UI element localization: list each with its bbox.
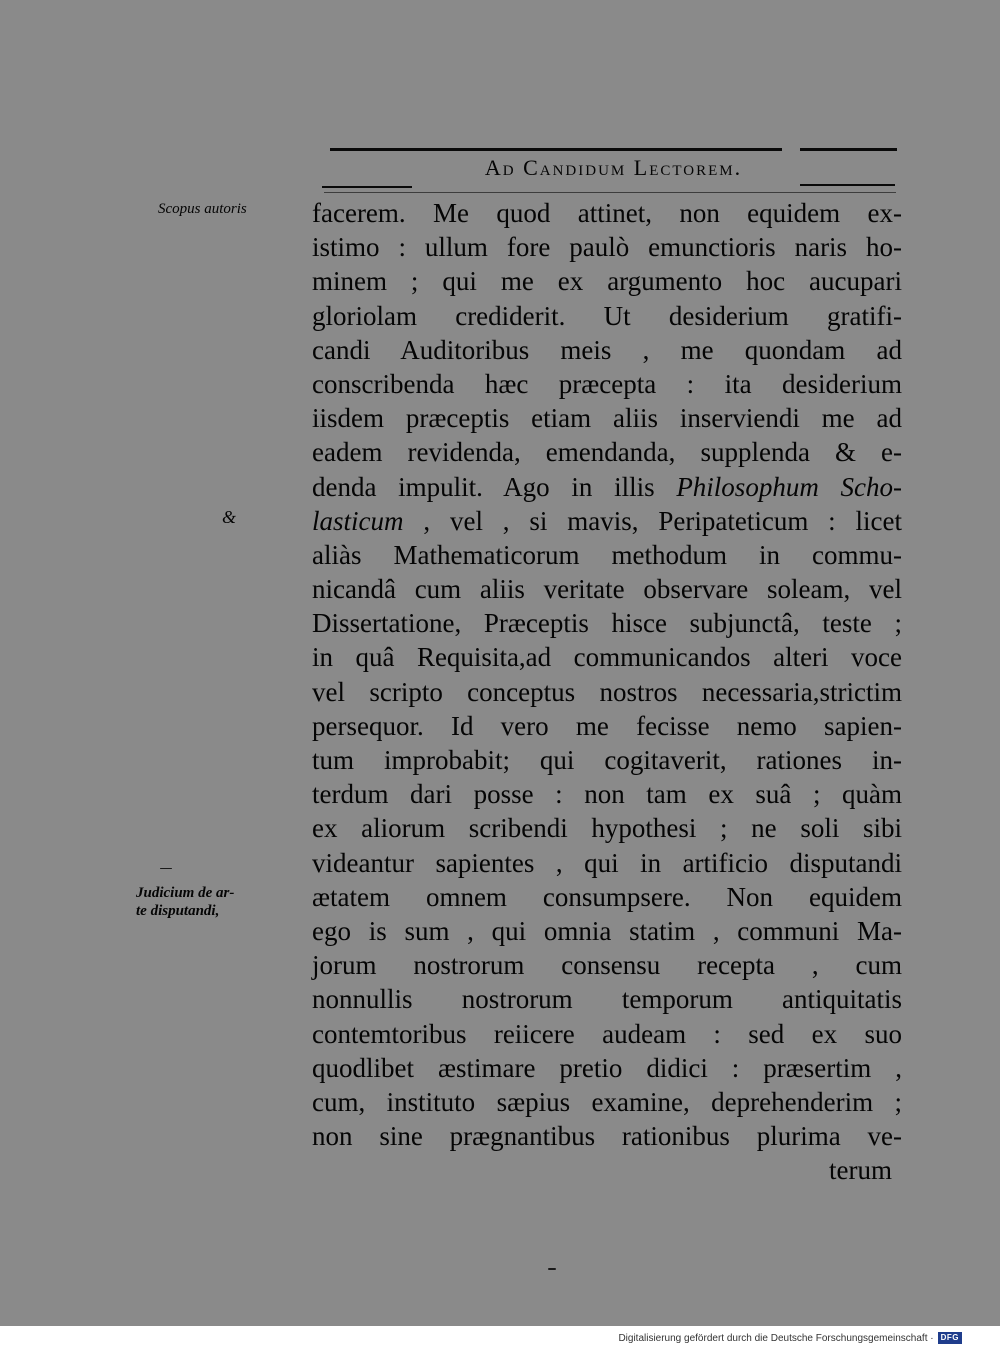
scan-speck: [160, 868, 172, 869]
header-underline-left: [322, 186, 412, 188]
body-text: [312, 196, 902, 1187]
text-line: facerem. Me quod attinet, non equidem ex-: [312, 198, 902, 228]
text-line: gloriolam crediderit. Ut desiderium gratifi-: [312, 300, 902, 331]
digitization-footer: [618, 1332, 962, 1344]
margin-note-judicium-line: Judicium de ar-: [136, 885, 235, 901]
text-line: Dissertatione, Præceptis hisce subjunctâ, teste ;: [312, 608, 902, 639]
italic-phrase: lasticum: [312, 505, 404, 536]
text-line: eadem revidenda, emendanda, supplenda & e-: [312, 437, 902, 468]
text-line: jorum nostrorum consensu recepta , cum: [312, 950, 902, 981]
margin-note-judicium: [136, 884, 234, 920]
header-rule-left: [330, 148, 782, 151]
dfg-logo-icon: DFG: [938, 1332, 962, 1344]
text-line: cum, instituto sæpius examine, deprehenderim ;: [312, 1086, 902, 1117]
text-line-part: denda impulit. Ago in illis: [312, 471, 655, 502]
page-header: Ad Candidum Lectorem.: [484, 155, 743, 180]
text-line: vel scripto conceptus nostros necessaria,strictim: [312, 676, 902, 707]
text-line: tum improbabit; qui cogitaverit, rationes in-: [312, 745, 902, 775]
text-line-part: , vel , si mavis, Peripateticum : licet: [423, 505, 902, 536]
text-line: terdum dari posse : non tam ex suâ ; quàm: [312, 779, 902, 810]
text-line: ego is sum , qui omnia statim , communi Ma-: [312, 915, 902, 946]
text-line: nonnullis nostrorum temporum antiquitatis: [312, 984, 902, 1015]
footer-credit: Digitalisierung gefördert durch die Deutsche Forschungsgemeinschaft ·: [618, 1332, 934, 1344]
header-rule-right: [800, 148, 897, 151]
header-underline: [324, 192, 896, 193]
italic-phrase: Philosophum Scho-: [676, 471, 902, 502]
text-line: quodlibet æstimare pretio didici : præsertim ,: [312, 1052, 902, 1083]
text-line: minem ; qui me ex argumento hoc aucupari: [312, 266, 902, 297]
text-line: in quâ Requisita,ad communicandos alteri voce: [312, 642, 902, 673]
text-line: nicandâ cum aliis veritate observare soleam, vel: [312, 574, 902, 605]
text-line: iisdem præceptis etiam aliis inserviendi me ad: [312, 403, 902, 434]
catchword: terum: [829, 1155, 892, 1186]
header-underline-right: [800, 184, 895, 186]
text-line: candi Auditoribus meis , me quondam ad: [312, 334, 902, 365]
scan-speck: [548, 1268, 556, 1270]
text-line: [312, 504, 902, 538]
margin-note-ampersand: &: [222, 507, 237, 527]
text-line: videantur sapientes , qui in artificio disputandi: [312, 847, 902, 878]
text-line: [312, 470, 902, 504]
text-line: aliàs Mathematicorum methodum in commu-: [312, 539, 902, 570]
text-line: ætatem omnem consumpsere. Non equidem: [312, 881, 902, 912]
text-line: non sine prægnantibus rationibus plurima ve-: [312, 1121, 902, 1152]
text-line: ex aliorum scribendi hypothesi ; ne soli sibi: [312, 813, 902, 844]
text-line: istimo : ullum fore paulò emunctioris naris ho-: [312, 232, 902, 263]
text-line: conscribenda hæc præcepta : ita desiderium: [312, 368, 902, 399]
text-line: persequor. Id vero me fecisse nemo sapien-: [312, 710, 902, 741]
margin-note-judicium-line: te disputandi,: [136, 903, 220, 919]
margin-note-scopus: Scopus autoris: [158, 201, 247, 217]
text-line: contemtoribus reiicere audeam : sed ex suo: [312, 1018, 902, 1049]
